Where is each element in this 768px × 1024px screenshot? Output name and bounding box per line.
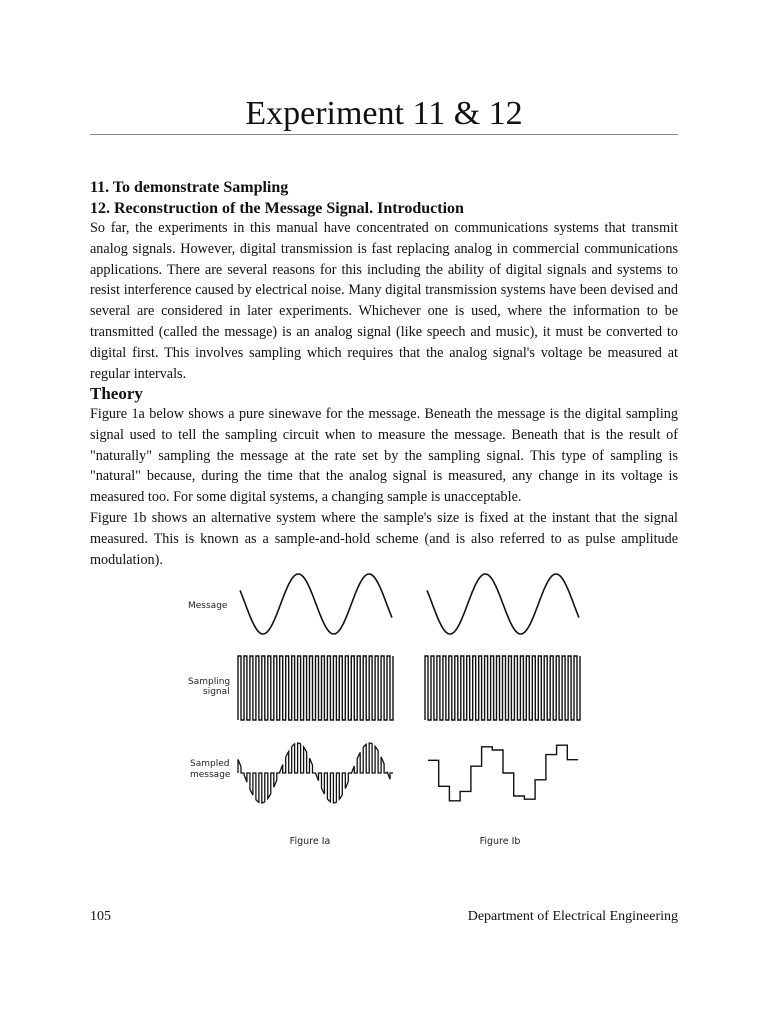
label-signal: signal: [203, 687, 230, 697]
heading-sampling: 11. To demonstrate Sampling: [90, 179, 289, 196]
heading-reconstruction: 12. Reconstruction of the Message Signal. Introduction: [90, 200, 464, 217]
message-wave-b: [427, 574, 579, 634]
sampling-figure: [180, 568, 590, 853]
footer-department: Department of Electrical Engineering: [467, 909, 678, 924]
sample-and-hold-message: [428, 745, 578, 801]
natural-sampled-message: [238, 743, 393, 803]
sampling-pulses-b: [425, 656, 580, 720]
caption-figure-1a: Figure Ia: [289, 836, 331, 847]
sampling-pulses-a: [238, 656, 393, 720]
label-sampled-message: message: [190, 770, 231, 780]
label-sampling: Sampling: [188, 677, 231, 687]
label-sampled: Sampled: [190, 759, 230, 769]
intro-paragraph: So far, the experiments in this manual have concentrated on communications systems that transmit analog signals. However, digital transmission is fast replacing analog in commercial communications applications. There are several reasons for this including the ability of digital signals and systems to resist interference caused by electrical noise. Many digital transmission systems have been devised and several are considered in later experiments. Whichever one is used, where the information to be transmitted (called the message) is an analog signal (like speech and music), it must be converted to digital first. This involves sampling which requires that the analog signal's voltage be measured at regular intervals.: [90, 220, 678, 382]
sampling-diagram: [180, 568, 590, 853]
caption-figure-1b: Figure Ib: [479, 836, 521, 847]
theory-paragraph-1: Figure 1a below shows a pure sinewave for the message. Beneath the message is the digital sampling signal used to tell the sampling circuit when to measure the message. Beneath that is the result of "naturally" sampling the message at the rate set by the sampling signal. This type of sampling is "natural" because, during the time that the analog signal is measured, any change in its voltage is measured too. For some digital systems, a changing sample is unacceptable.: [90, 406, 678, 506]
title-rule: [90, 134, 678, 135]
label-message: Message: [188, 601, 228, 611]
page-title: Experiment 11 & 12: [245, 95, 523, 132]
message-wave-a: [240, 574, 392, 634]
theory-paragraph-2: Figure 1b shows an alternative system where the sample's size is fixed at the instant that the signal measured. This is known as a sample-and-hold scheme (and is also referred to as pulse amplitude modulation).: [90, 510, 678, 568]
heading-theory: Theory: [90, 384, 143, 403]
page-number: 105: [90, 909, 111, 924]
